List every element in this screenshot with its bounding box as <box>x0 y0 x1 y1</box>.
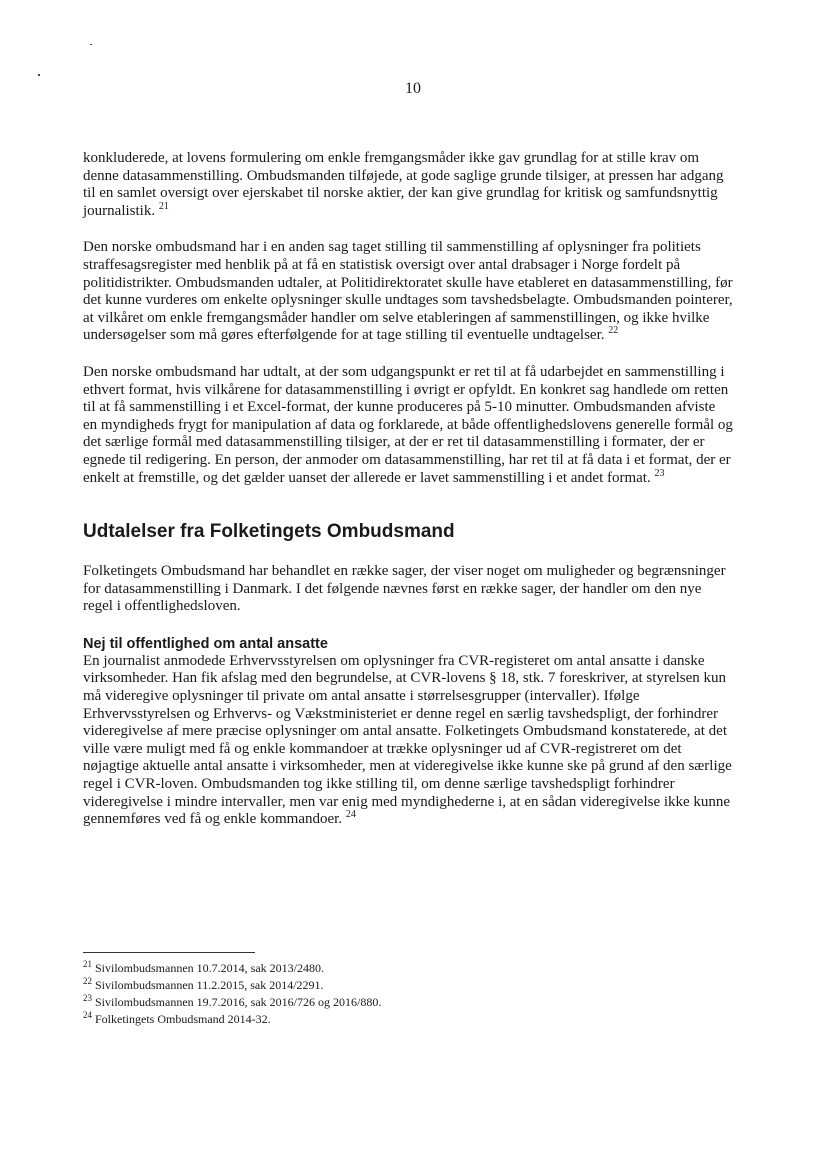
footnote-text: Sivilombudsmannen 10.7.2014, sak 2013/2480. <box>95 961 324 975</box>
footnote-ref[interactable]: 22 <box>608 325 619 337</box>
footnote-ref[interactable]: 24 <box>345 809 356 821</box>
footnote <box>83 994 733 1011</box>
footnote <box>83 960 733 977</box>
footnote-separator <box>83 952 255 953</box>
footnote-number: 22 <box>83 976 92 986</box>
paragraph-text: Den norske ombudsmand har i en anden sag taget stilling til sammenstilling af oplysninger fra politiets straffesagsregister med henblik på at få en statistisk oversigt over antal drabsager i Norge fordelt på politidistrikter. Ombudsmanden udtaler, at Politidirektoratet skulle have etableret en datasammenstilling, før det kunne vurderes om enkelte oplysninger skulle undtages som tavshedsbelagte. Ombudsmanden pointerer, at vilkåret om enkle fremgangsmåder handler om selve etableringen af sammenstillingen, og ikke hvilke undersøgelser som må gøres efterfølgende for at tage stilling til eventuelle undtagelser. <box>83 239 733 344</box>
subheading: Nej til offentlighed om antal ansatte <box>83 635 328 652</box>
paragraph <box>83 150 733 220</box>
footnote <box>83 1011 733 1028</box>
footnote-number: 21 <box>83 959 92 969</box>
section-intro: Folketingets Ombudsmand har behandlet en række sager, der viser noget om muligheder og begrænsninger for datasammenstilling i Danmark. I det følgende nævnes først en række sager, der handler om den nye regel i offentlighedsloven. <box>83 563 726 615</box>
case-paragraph <box>83 653 733 829</box>
footnote-text: Sivilombudsmannen 11.2.2015, sak 2014/2291. <box>95 978 324 992</box>
scan-speck <box>38 74 40 76</box>
footnote-ref[interactable]: 21 <box>158 200 169 212</box>
footnote <box>83 977 733 994</box>
footnotes <box>83 960 733 1028</box>
case-text: En journalist anmodede Erhvervsstyrelsen om oplysninger fra CVR-registeret om antal ansatte i danske virksomheder. Han fik afslag med den begrundelse, at CVR-lovens § 18, stk. 7 foreskriver, at styrelsen kun må videregive oplysninger til private om antal ansatte i størrelsesgrupper (intervaller). Ifølge Erhvervsstyrelsen og Erhvervs- og Vækstministeriet er denne regel en særlig tavshedspligt, der forhindrer videregivelse af mere præcise oplysninger om antal ansatte. Folketingets Ombudsmand konstaterede, at det ville være muligt med få og enkle kommandoer at trække oplysninger ud af CVR-registreret om det nøjagtige aktuelle antal ansatte i virksomheder, men at videregivelse ikke kunne ske på grund af den særlige regel i CVR-loven. Ombudsmanden tog ikke stilling til, om denne særlige tavshedspligt forhindrer videregivelse i mindre intervaller, men var enig med myndighederne i, at en sådan videregivelse ikke kunne gennemføres ved få og enkle kommandoer. <box>83 652 732 828</box>
paragraph-text: Den norske ombudsmand har udtalt, at der som udgangspunkt er ret til at få udarbejdet en sammenstilling i ethvert format, hvis vilkårene for datasammenstilling i øvrigt er opfyldt. En konkret sag handlede om retten til at få sammenstilling i et Excel-format, der kunne produceres på 5-10 minutter. Ombudsmanden afviste en myndigheds frygt for manipulation af data og forklarede, at både offentlighedslovens generelle formål og det særlige formål med datasammenstilling tilsiger, at der er ret til datasammenstilling i formater, der er egnede til redigering. En person, der anmoder om datasammenstilling, har ret til at få data i et format, der er enkelt at fremstille, og det gælder uanset der allerede er lavet sammenstilling i et andet format. <box>83 363 733 486</box>
footnote-number: 24 <box>83 1010 92 1020</box>
footnote-text: Folketingets Ombudsmand 2014-32. <box>95 1012 271 1026</box>
page-number: 10 <box>405 80 421 97</box>
paragraph <box>83 364 733 487</box>
footnote-number: 23 <box>83 993 92 1003</box>
footnote-ref[interactable]: 23 <box>654 467 665 479</box>
section-heading: Udtalelser fra Folketingets Ombudsmand <box>83 521 455 543</box>
paragraph <box>83 239 733 345</box>
scan-speck <box>90 44 92 45</box>
footnote-text: Sivilombudsmannen 19.7.2016, sak 2016/726 og 2016/880. <box>95 995 382 1009</box>
paragraph-text: konkluderede, at lovens formulering om enkle fremgangsmåder ikke gav grundlag for at stille krav om denne datasammenstilling. Ombudsmanden tilføjede, at gode saglige grunde tilsiger, at pressen har adgang til en samlet oversigt over ejerskabet til norske aktier, der kan give grundlag for kritisk og samfundsnyttig journalistik. <box>83 150 724 219</box>
document-body <box>83 150 733 848</box>
